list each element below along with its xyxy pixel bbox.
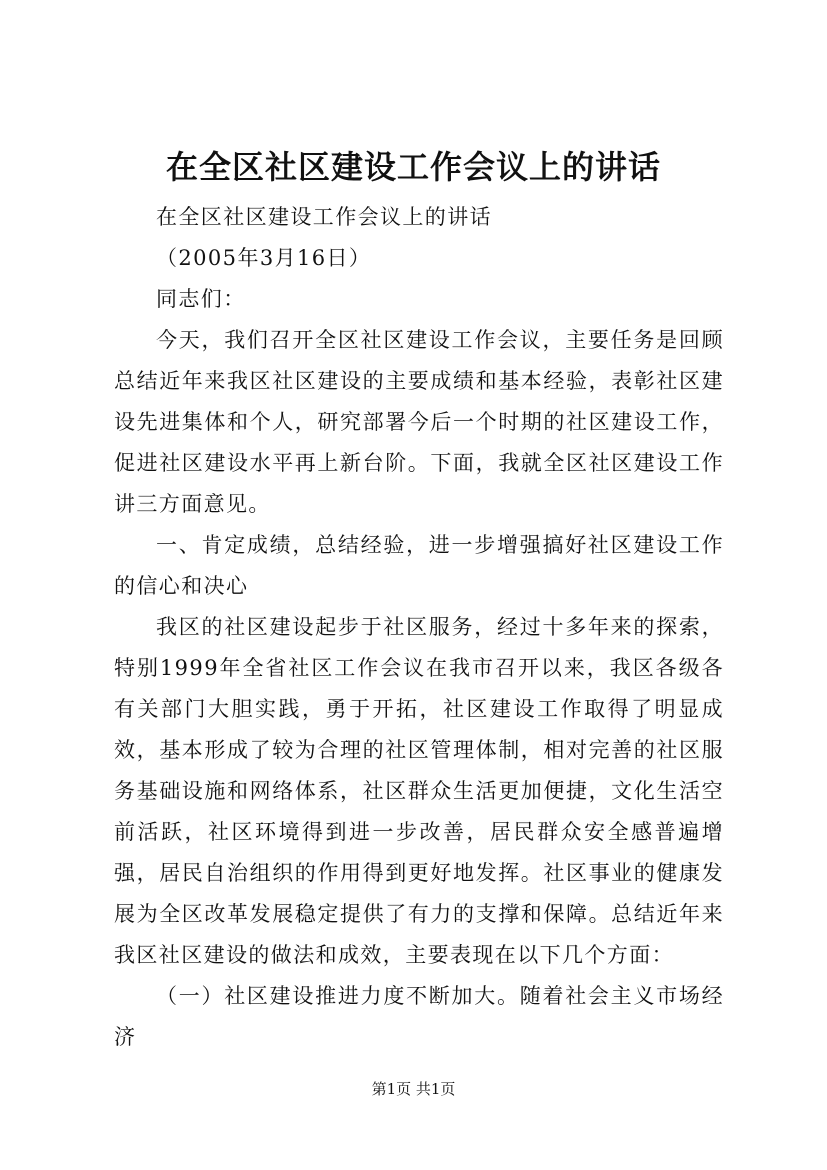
subtitle-line: 在全区社区建设工作会议上的讲话 (156, 205, 492, 229)
body-paragraph: （一）社区建设推进力度不断加大。随着社会主义市场经济 (114, 984, 724, 1049)
document-title: 在全区社区建设工作会议上的讲话 (165, 148, 661, 186)
section-heading: 一、肯定成绩，总结经验，进一步增强搞好社区建设工作的信心和决心 (114, 533, 724, 598)
body-paragraph: 我区的社区建设起步于社区服务，经过十多年来的探索，特别1999年全省社区工作会议在我市召开以来，我区各级各有关部门大胆实践，勇于开拓，社区建设工作取得了明显成效，基本形成了较为合理的社区管理体制，相对完善的社区服务基础设施和网络体系，社区群众生活更加便捷，文化生活空前活跃，社区环境得到进一步改善，居民群众安全感普遍增强，居民自治组织的作用得到更好地发挥。社区事业的健康发展为全区改革发展稳定提供了有力的支撑和保障。总结近年来我区社区建设的做法和成效，主要表现在以下几个方面： (114, 615, 724, 967)
page-number-footer: 第1页 共1页 (371, 1080, 456, 1098)
salutation-line: 同志们： (156, 287, 246, 311)
body-paragraph: 今天，我们召开全区社区建设工作会议，主要任务是回顾总结近年来我区社区建设的主要成绩和基本经验，表彰社区建设先进集体和个人，研究部署今后一个时期的社区建设工作，促进社区建设水平再上新台阶。下面，我就全区社区建设工作讲三方面意见。 (114, 328, 724, 516)
date-line: （2005年3月16日） (156, 246, 372, 270)
document-body (114, 197, 724, 1058)
